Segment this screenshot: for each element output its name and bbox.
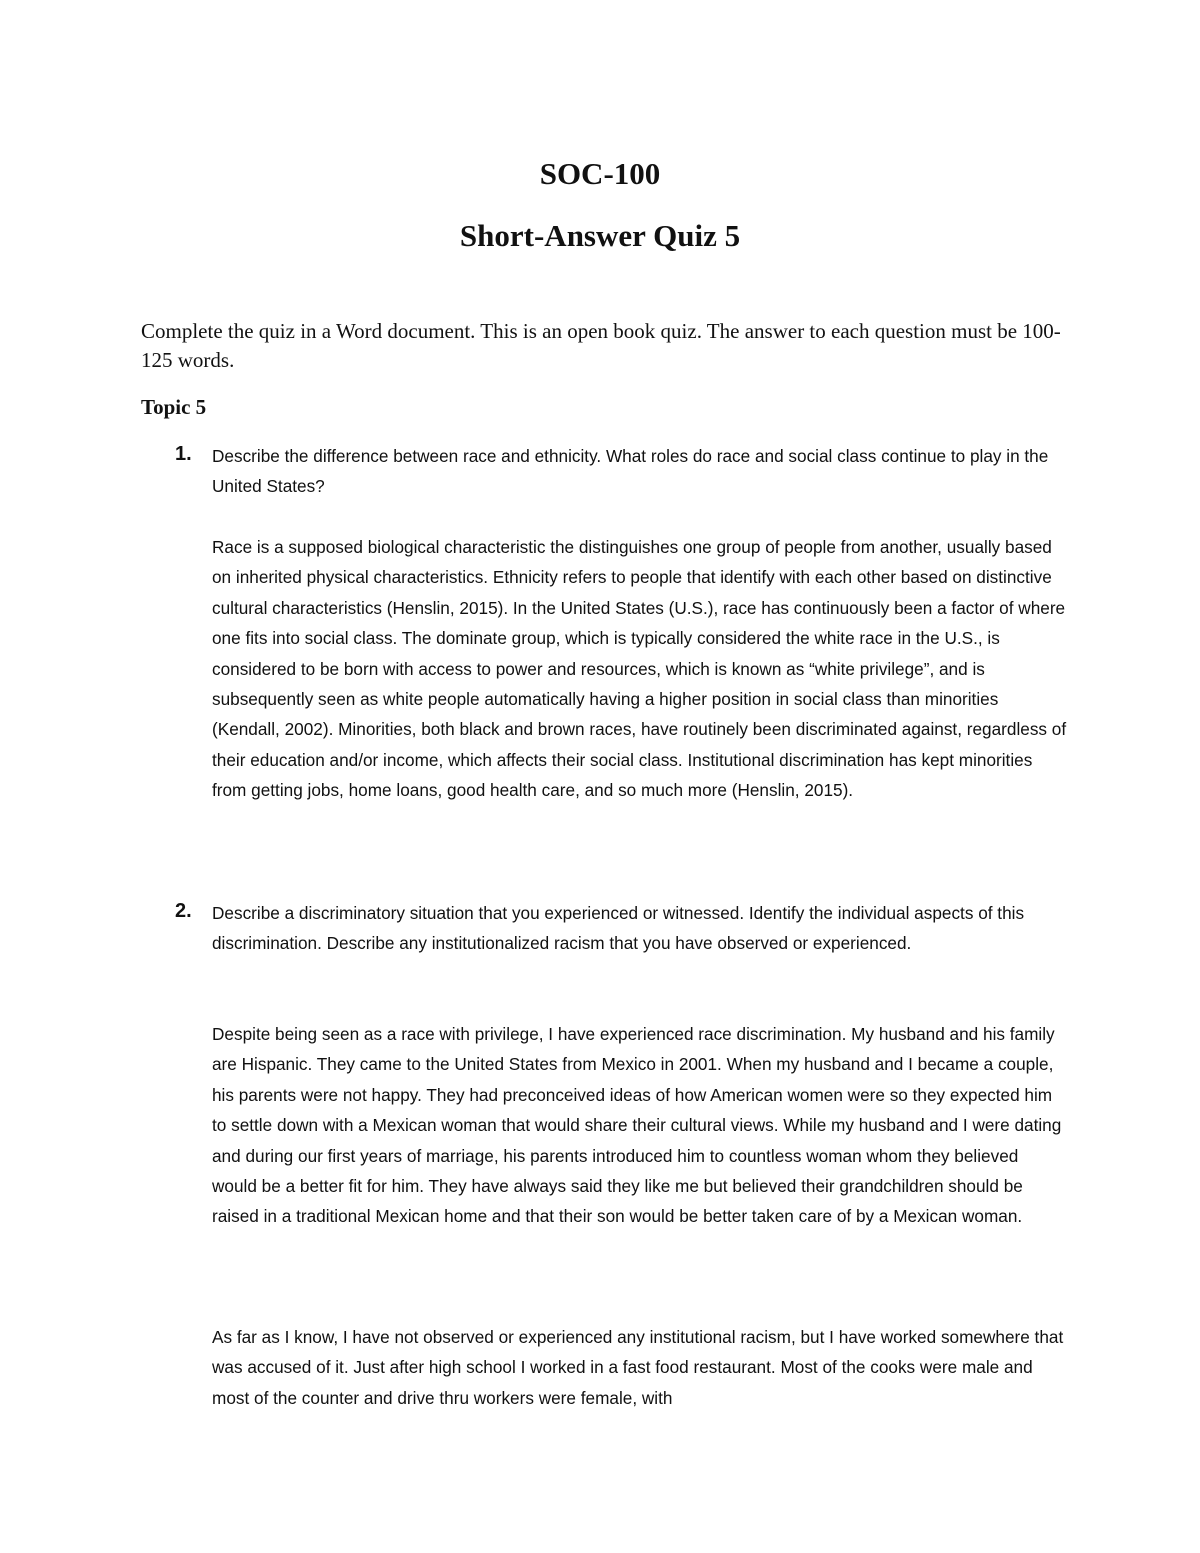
question-1-prompt: Describe the difference between race and ethnicity. What roles do race and social class continue to play in the United States? <box>212 446 1049 497</box>
course-title: SOC-100 <box>539 156 661 191</box>
instructions-paragraph: Complete the quiz in a Word document. This is an open book quiz. The answer to each question must be 100-125 words. <box>141 319 1061 372</box>
topic-heading: Topic 5 <box>141 395 207 419</box>
question-1-number: 1. <box>175 443 192 465</box>
question-2-answer: Despite being seen as a race with privilege, I have experienced race discrimination. My husband and his family are Hispanic. They came to the United States from Mexico in 2001. When my husband and I became a couple, his parents were not happy. They had preconceived ideas of how American women were so they expected him to settle down with a Mexican woman that would share their cultural views. While my husband and I were dating and during our first years of marriage, his parents introduced him to countless woman whom they believed would be a better fit for him. They have always said they like me but believed their grandchildren should be raised in a traditional Mexican home and that their son would be better taken care of by a Mexican woman. <box>212 1024 1062 1227</box>
question-2-prompt: Describe a discriminatory situation that you experienced or witnessed. Identify the individual aspects of this discrimination. Describe any institutionalized racism that you have observed or experienced. <box>212 903 1025 954</box>
quiz-title: Short-Answer Quiz 5 <box>459 218 741 253</box>
question-2-number: 2. <box>175 900 192 922</box>
question-1-answer: Race is a supposed biological characteristic the distinguishes one group of people from another, usually based on inherited physical characteristics. Ethnicity refers to people that identify with each other based on distinctive cultural characteristics (Henslin, 2015). In the United States (U.S.), race has continuously been a factor of where one fits into social class. The dominate group, which is typically considered the white race in the U.S., is considered to be born with access to power and resources, which is known as “white privilege”, and is subsequently seen as white people automatically having a higher position in social class than minorities (Kendall, 2002). Minorities, both black and brown races, have routinely been discriminated against, regardless of their education and/or income, which affects their social class. Institutional discrimination has kept minorities from getting jobs, home loans, good health care, and so much more (Henslin, 2015). <box>212 537 1067 801</box>
question-2-answer-continued: As far as I know, I have not observed or experienced any institutional racism, but I have worked somewhere that was accused of it. Just after high school I worked in a fast food restaurant. Most of the cooks were male and most of the counter and drive thru workers were female, with <box>212 1327 1064 1408</box>
